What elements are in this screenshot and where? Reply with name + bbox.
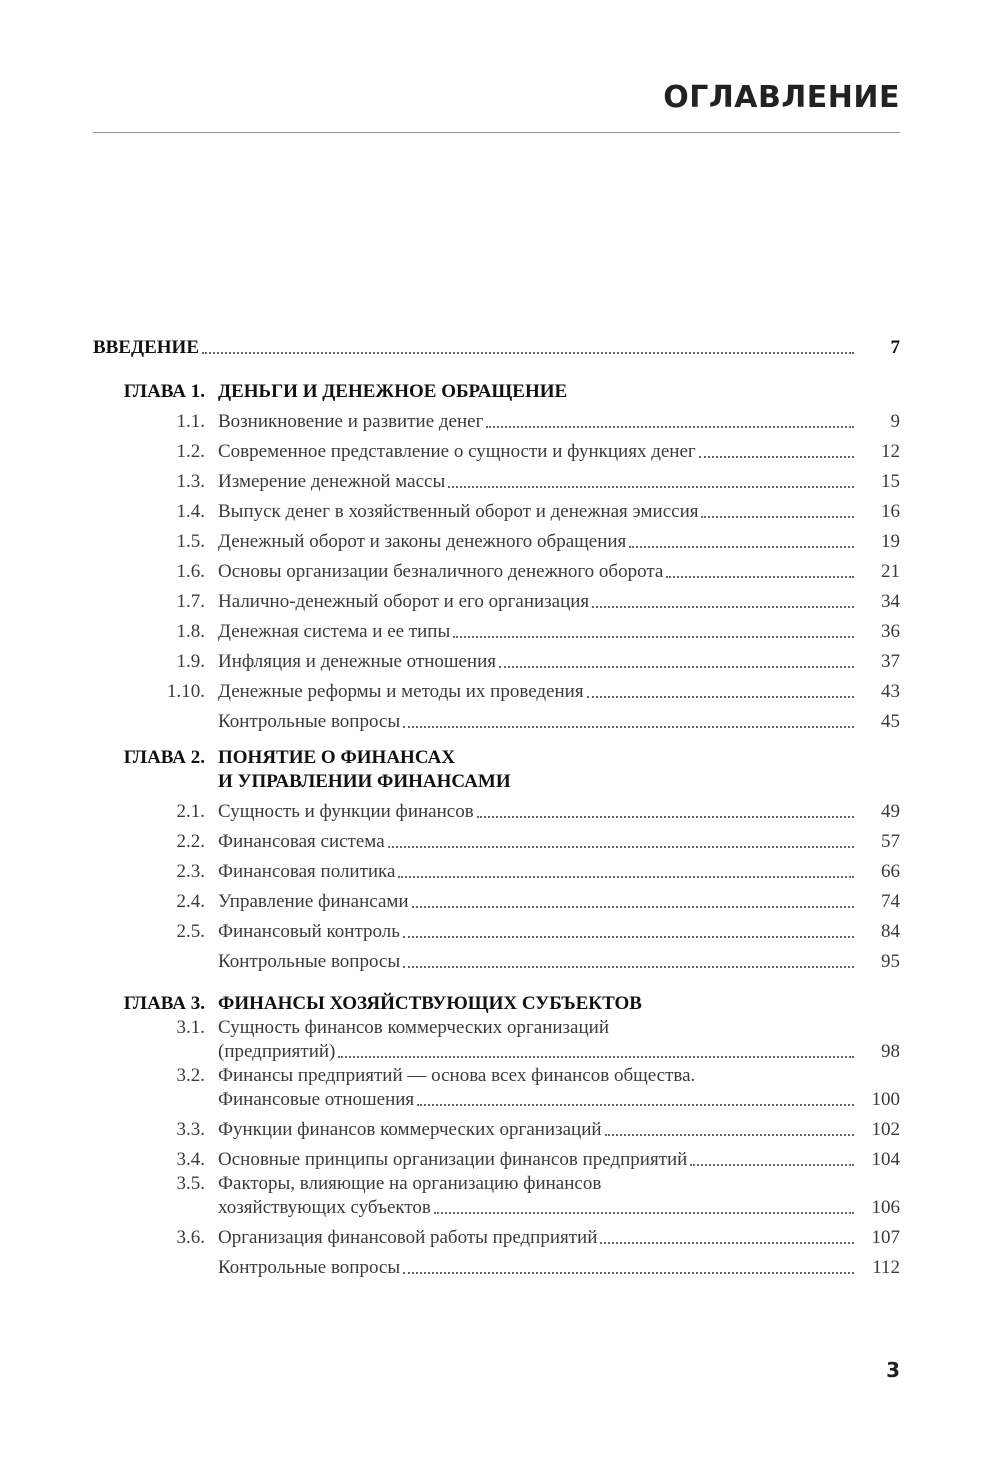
- dot-leader: [600, 1242, 854, 1244]
- dot-leader: [592, 606, 854, 608]
- section-number: 1.3.: [176, 471, 205, 492]
- section-title: Основы организации безналичного денежного оборота: [218, 561, 664, 582]
- section-page: 21: [881, 561, 900, 582]
- section-number: 1.2.: [176, 441, 205, 462]
- section-page: 100: [871, 1089, 900, 1110]
- toc-entry[interactable]: [93, 494, 900, 524]
- section-title-line: Факторы, влияющие на организацию финансов: [218, 1173, 602, 1194]
- chapter-heading-3[interactable]: [93, 986, 900, 1016]
- dot-leader: [701, 516, 854, 518]
- dot-leader: [448, 486, 854, 488]
- section-title: Финансовая политика: [218, 861, 396, 882]
- section-title: Финансовая система: [218, 831, 385, 852]
- section-number: 3.4.: [176, 1149, 205, 1170]
- toc-entry[interactable]: [93, 1112, 900, 1142]
- toc-entry[interactable]: [93, 1172, 900, 1220]
- section-title: Сущность и функции финансов: [218, 801, 474, 822]
- section-number: 3.5.: [176, 1173, 205, 1194]
- toc-entry[interactable]: [93, 1220, 900, 1250]
- section-title: Измерение денежной массы: [218, 471, 446, 492]
- chapter-label: ГЛАВА 1.: [123, 381, 205, 402]
- dot-leader: [388, 846, 854, 848]
- dot-leader: [477, 816, 854, 818]
- dot-leader: [499, 666, 854, 668]
- section-title: Контрольные вопросы: [218, 951, 401, 972]
- section-title: Возникновение и развитие денег: [218, 411, 484, 432]
- section-page: 107: [871, 1227, 900, 1248]
- section-title-line: Финансовые отношения: [218, 1089, 415, 1110]
- section-number: 2.5.: [176, 921, 205, 942]
- dot-leader: [403, 726, 854, 728]
- section-number: 3.2.: [176, 1065, 205, 1086]
- section-page: 95: [881, 951, 900, 972]
- section-page: 15: [881, 471, 900, 492]
- dot-leader: [629, 546, 854, 548]
- section-page: 66: [881, 861, 900, 882]
- chapter-label: ГЛАВА 2.: [123, 747, 205, 768]
- section-title-line: Финансы предприятий — основа всех финансов общества.: [218, 1065, 696, 1086]
- section-title: Инфляция и денежные отношения: [218, 651, 496, 672]
- toc-entry[interactable]: [93, 464, 900, 494]
- toc-entry[interactable]: [93, 674, 900, 704]
- dot-leader: [434, 1212, 854, 1214]
- dot-leader: [699, 456, 854, 458]
- section-page: 49: [881, 801, 900, 822]
- section-page: 98: [881, 1041, 900, 1062]
- toc-entry[interactable]: [93, 554, 900, 584]
- section-number: 2.1.: [176, 801, 205, 822]
- dot-leader: [202, 352, 854, 354]
- page-number: 3: [886, 1358, 900, 1382]
- section-page: 102: [871, 1119, 900, 1140]
- section-page: 45: [881, 711, 900, 732]
- section-page: 37: [881, 651, 900, 672]
- section-title: Контрольные вопросы: [218, 1257, 401, 1278]
- dot-leader: [417, 1104, 854, 1106]
- section-number: 3.6.: [176, 1227, 205, 1248]
- toc-entry-review-questions[interactable]: [93, 704, 900, 734]
- toc-entry[interactable]: [93, 794, 900, 824]
- toc-entry-title: ВВЕДЕНИЕ: [93, 337, 199, 358]
- section-title-line: (предприятий): [218, 1041, 336, 1062]
- section-title: Выпуск денег в хозяйственный оборот и денежная эмиссия: [218, 501, 699, 522]
- section-number: 2.4.: [176, 891, 205, 912]
- section-title: Финансовый контроль: [218, 921, 400, 942]
- section-number: 2.3.: [176, 861, 205, 882]
- dot-leader: [403, 1272, 854, 1274]
- section-title: Управление финансами: [218, 891, 409, 912]
- section-title-line: Сущность финансов коммерческих организаций: [218, 1017, 609, 1038]
- toc-entry[interactable]: [93, 1016, 900, 1064]
- title-rule: [93, 132, 900, 133]
- section-number: 1.10.: [167, 681, 205, 702]
- section-title: Функции финансов коммерческих организаций: [218, 1119, 602, 1140]
- toc-entry[interactable]: [93, 434, 900, 464]
- dot-leader: [403, 966, 854, 968]
- toc-entry[interactable]: [93, 1142, 900, 1172]
- dot-leader: [605, 1134, 854, 1136]
- dot-leader: [412, 906, 854, 908]
- section-title: Налично-денежный оборот и его организация: [218, 591, 590, 612]
- section-title: Денежная система и ее типы: [218, 621, 451, 642]
- dot-leader: [403, 936, 854, 938]
- chapter-heading-1[interactable]: [93, 374, 900, 404]
- dot-leader: [690, 1164, 854, 1166]
- section-page: 84: [881, 921, 900, 942]
- dot-leader: [486, 426, 854, 428]
- chapter-title: ДЕНЬГИ И ДЕНЕЖНОЕ ОБРАЩЕНИЕ: [218, 381, 568, 402]
- section-page: 112: [872, 1257, 900, 1278]
- dot-leader: [338, 1056, 854, 1058]
- section-page: 36: [881, 621, 900, 642]
- section-title: Контрольные вопросы: [218, 711, 401, 732]
- toc-entry[interactable]: [93, 524, 900, 554]
- section-number: 1.5.: [176, 531, 205, 552]
- toc-entry-review-questions[interactable]: [93, 1250, 900, 1280]
- toc-entry[interactable]: [93, 1064, 900, 1112]
- section-number: 1.4.: [176, 501, 205, 522]
- section-number: 1.1.: [176, 411, 205, 432]
- section-title: Денежный оборот и законы денежного обращения: [218, 531, 627, 552]
- toc-entry-review-questions[interactable]: [93, 944, 900, 974]
- section-title: Денежные реформы и методы их проведения: [218, 681, 584, 702]
- chapter-title-line: И УПРАВЛЕНИИ ФИНАНСАМИ: [218, 771, 511, 792]
- toc-entry[interactable]: [93, 914, 900, 944]
- section-page: 34: [881, 591, 900, 612]
- dot-leader: [453, 636, 854, 638]
- section-title: Основные принципы организации финансов предприятий: [218, 1149, 688, 1170]
- dot-leader: [398, 876, 854, 878]
- section-page: 106: [871, 1197, 900, 1218]
- section-number: 1.6.: [176, 561, 205, 582]
- dot-leader: [587, 696, 854, 698]
- section-title: Организация финансовой работы предприятий: [218, 1227, 598, 1248]
- section-title: Современное представление о сущности и функциях денег: [218, 441, 696, 462]
- toc-entry[interactable]: [93, 884, 900, 914]
- toc-entry[interactable]: [93, 854, 900, 884]
- section-number: 1.8.: [176, 621, 205, 642]
- section-page: 12: [881, 441, 900, 462]
- section-number: 1.7.: [176, 591, 205, 612]
- chapter-label: ГЛАВА 3.: [123, 993, 205, 1014]
- section-number: 1.9.: [176, 651, 205, 672]
- section-page: 9: [890, 411, 900, 432]
- toc-entry[interactable]: [93, 584, 900, 614]
- toc-entry[interactable]: [93, 644, 900, 674]
- toc-entry-intro[interactable]: [93, 330, 900, 360]
- section-page: 74: [881, 891, 900, 912]
- toc-entry[interactable]: [93, 404, 900, 434]
- section-page: 19: [881, 531, 900, 552]
- dot-leader: [666, 576, 854, 578]
- section-number: 3.1.: [176, 1017, 205, 1038]
- section-page: 104: [871, 1149, 900, 1170]
- section-page: 16: [881, 501, 900, 522]
- section-page: 43: [881, 681, 900, 702]
- chapter-title: ФИНАНСЫ ХОЗЯЙСТВУЮЩИХ СУБЪЕКТОВ: [218, 993, 642, 1014]
- chapter-heading-2[interactable]: [93, 746, 900, 794]
- page-title: ОГЛАВЛЕНИЕ: [663, 80, 900, 115]
- section-number: 3.3.: [176, 1119, 205, 1140]
- chapter-title-line: ПОНЯТИЕ О ФИНАНСАХ: [218, 747, 456, 768]
- toc-entry-page: 7: [890, 337, 900, 358]
- table-of-contents: [93, 330, 900, 1280]
- section-number: 2.2.: [176, 831, 205, 852]
- toc-entry[interactable]: [93, 614, 900, 644]
- section-page: 57: [881, 831, 900, 852]
- toc-entry[interactable]: [93, 824, 900, 854]
- section-title-line: хозяйствующих субъектов: [218, 1197, 431, 1218]
